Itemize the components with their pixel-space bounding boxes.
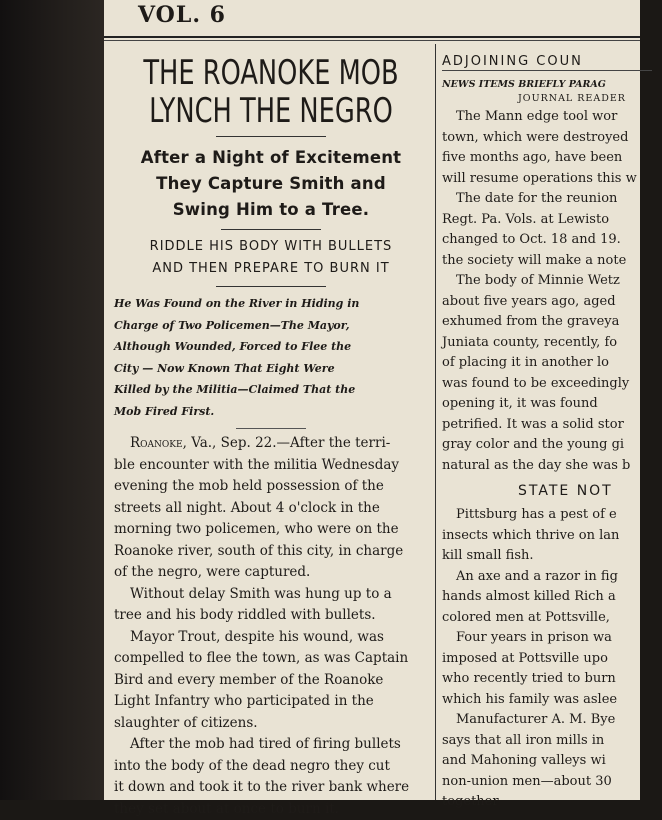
- dateline: Roanoke: [130, 435, 183, 451]
- summary-line: City — Now Known That Eight Were: [114, 358, 432, 380]
- body-line: Bird and every member of the Roanoke: [114, 670, 432, 692]
- deck-divider: [216, 286, 326, 287]
- headline-divider: [216, 136, 326, 137]
- news-line: colored men at Pottsville,: [442, 608, 662, 629]
- deck-line: AND THEN PREPARE TO BURN IT: [110, 258, 432, 280]
- body-line: Light Infantry who participated in the: [114, 691, 432, 713]
- news-line: was found to be exceedingly: [442, 374, 662, 395]
- news-line: five months ago, have been: [442, 148, 662, 169]
- news-line: Manufacturer A. M. Bye: [442, 710, 662, 731]
- news-line: kill small fish.: [442, 546, 662, 567]
- news-line: says that all iron mills in: [442, 731, 662, 752]
- body-line: Mayor Trout, despite his wound, was: [114, 627, 432, 649]
- headline-line: THE ROANOKE MOB: [136, 54, 406, 92]
- summary-line: Killed by the Militia—Claimed That the: [114, 379, 432, 401]
- binding-shadow: [0, 0, 108, 800]
- body-line: of the negro, were captured.: [114, 562, 432, 584]
- news-line: Regt. Pa. Vols. at Lewisto: [442, 210, 662, 231]
- news-line: The date for the reunion: [442, 189, 662, 210]
- news-line: The body of Minnie Wetz: [442, 271, 662, 292]
- header-rule: [442, 70, 652, 71]
- deck-primary: [112, 145, 430, 223]
- news-line: of placing it in another lo: [442, 353, 662, 374]
- body-line: After the mob had tired of firing bullets: [114, 734, 432, 756]
- deck-divider: [221, 229, 321, 230]
- summary-line: He Was Found on the River in Hiding in: [114, 293, 432, 315]
- body-line: compelled to flee the town, as was Captain: [114, 648, 432, 670]
- deck-secondary: [110, 236, 432, 280]
- body-line: Without delay Smith was hung up to a: [114, 584, 432, 606]
- masthead-rule-thin: [104, 40, 640, 41]
- news-line: about five years ago, aged: [442, 292, 662, 313]
- lead-article: [110, 50, 432, 820]
- news-line: Juniata county, recently, fo: [442, 333, 662, 354]
- headline: [136, 54, 406, 130]
- news-line: town, which were destroyed: [442, 128, 662, 149]
- news-line: the society will make a note: [442, 251, 662, 272]
- summary-line: Charge of Two Policemen—The Mayor,: [114, 315, 432, 337]
- adjoining-counties-column: [442, 50, 662, 813]
- news-line: petrified. It was a solid stor: [442, 415, 662, 436]
- news-items: [442, 107, 662, 476]
- news-line: non-union men—about 30: [442, 772, 662, 793]
- deck-line: Swing Him to a Tree.: [112, 197, 430, 223]
- body-line: slaughter of citizens.: [114, 713, 432, 735]
- deck-line: They Capture Smith and: [112, 171, 430, 197]
- body-line: Roanoke, Va., Sep. 22.—After the terri-: [114, 433, 432, 455]
- news-line: insects which thrive on lan: [442, 526, 662, 547]
- body-line: ble encounter with the militia Wednesday: [114, 455, 432, 477]
- body-line: evening the mob held possession of the: [114, 476, 432, 498]
- newspaper-page: [104, 0, 640, 800]
- column-divider: [435, 44, 436, 800]
- body-line: streets all night. About 4 o'clock in the: [114, 498, 432, 520]
- article-summary: [114, 293, 432, 422]
- news-line: Pittsburg has a pest of e: [442, 505, 662, 526]
- news-line: The Mann edge tool wor: [442, 107, 662, 128]
- body-line: they set about at once to burn it.: [114, 799, 432, 820]
- summary-line: Although Wounded, Forced to Flee the: [114, 336, 432, 358]
- summary-line: Mob Fired First.: [114, 401, 432, 423]
- state-notes: [442, 505, 662, 813]
- news-line: together: [442, 792, 662, 813]
- news-line: changed to Oct. 18 and 19.: [442, 230, 662, 251]
- news-line: natural as the day she was b: [442, 456, 662, 477]
- body-line: into the body of the dead negro they cut: [114, 756, 432, 778]
- headline-line: LYNCH THE NEGRO: [136, 92, 406, 130]
- state-notes-header: STATE NOT: [518, 483, 662, 499]
- column-header: ADJOINING COUN: [442, 54, 662, 69]
- news-line: who recently tried to burn: [442, 669, 662, 690]
- news-line: will resume operations this w: [442, 169, 662, 190]
- body-line: morning two policemen, who were on the: [114, 519, 432, 541]
- masthead-rule: [104, 36, 640, 38]
- news-line: which his family was aslee: [442, 690, 662, 711]
- deck-line: After a Night of Excitement: [112, 145, 430, 171]
- body-line: tree and his body riddled with bullets.: [114, 605, 432, 627]
- news-line: hands almost killed Rich a: [442, 587, 662, 608]
- news-line: An axe and a razor in fig: [442, 567, 662, 588]
- news-line: imposed at Pottsville upo: [442, 649, 662, 670]
- news-line: and Mahoning valleys wi: [442, 751, 662, 772]
- article-body: [114, 433, 432, 820]
- volume-label: VOL. 6: [138, 2, 226, 28]
- news-line: exhumed from the graveya: [442, 312, 662, 333]
- news-line: opening it, it was found: [442, 394, 662, 415]
- news-line: gray color and the young gi: [442, 435, 662, 456]
- body-text: Va., Sep. 22.—After the terri-: [191, 435, 390, 451]
- summary-divider: [236, 428, 306, 429]
- column-subheader: JOURNAL READER: [518, 92, 662, 105]
- body-line: it down and took it to the river bank where: [114, 777, 432, 799]
- column-subheader: NEWS ITEMS BRIEFLY PARAG: [442, 77, 662, 92]
- deck-line: RIDDLE HIS BODY WITH BULLETS: [110, 236, 432, 258]
- news-line: Four years in prison wa: [442, 628, 662, 649]
- body-line: Roanoke river, south of this city, in charge: [114, 541, 432, 563]
